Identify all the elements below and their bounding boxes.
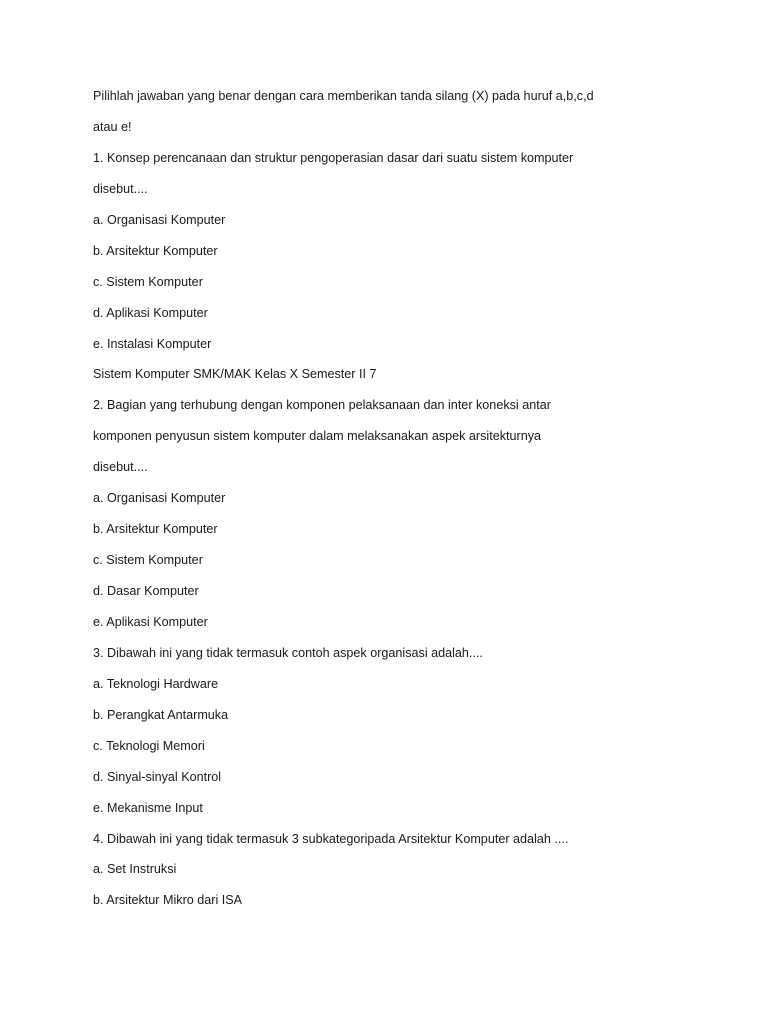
question-1-option-c: c. Sistem Komputer <box>93 274 203 289</box>
question-2-option-a: a. Organisasi Komputer <box>93 491 226 506</box>
question-1-text: 1. Konsep perencanaan dan struktur pengoperasian dasar dari suatu sistem komputer <box>93 150 574 165</box>
question-3-option-b: b. Perangkat Antarmuka <box>93 707 229 722</box>
question-2-option-d: d. Dasar Komputer <box>93 584 199 598</box>
question-3-option-e: e. Mekanisme Input <box>93 800 203 815</box>
question-4-option-b: b. Arsitektur Mikro dari ISA <box>93 893 243 908</box>
question-3-option-d: d. Sinyal-sinyal Kontrol <box>93 769 222 784</box>
question-1-option-e: e. Instalasi Komputer <box>93 336 212 351</box>
question-2-text-cont: komponen penyusun sistem komputer dalam melaksanakan aspek arsitekturnya <box>93 429 542 444</box>
question-1-option-d: d. Aplikasi Komputer <box>93 305 208 320</box>
question-1-option-a: a. Organisasi Komputer <box>93 212 226 227</box>
question-4-text: 4. Dibawah ini yang tidak termasuk 3 subkategoripada Arsitektur Komputer adalah .... <box>93 831 569 846</box>
question-2-text-cont-2: disebut.... <box>93 460 148 475</box>
question-3-text: 3. Dibawah ini yang tidak termasuk contoh aspek organisasi adalah.... <box>93 645 483 660</box>
document-body <box>93 86 713 921</box>
question-1-option-b: b. Arsitektur Komputer <box>93 243 218 258</box>
source-note: Sistem Komputer SMK/MAK Kelas X Semester II 7 <box>93 367 377 382</box>
question-4-option-a: a. Set Instruksi <box>93 862 177 877</box>
question-2-option-c: c. Sistem Komputer <box>93 553 203 568</box>
question-2-option-b: b. Arsitektur Komputer <box>93 522 218 537</box>
instruction-line-2: atau e! <box>93 119 132 134</box>
question-2-option-e: e. Aplikasi Komputer <box>93 614 208 629</box>
question-3-option-a: a. Teknologi Hardware <box>93 676 219 691</box>
instruction-line-1: Pilihlah jawaban yang benar dengan cara memberikan tanda silang (X) pada huruf a,b,c,d <box>93 89 594 103</box>
question-3-option-c: c. Teknologi Memori <box>93 738 205 753</box>
question-1-text-cont: disebut.... <box>93 181 148 196</box>
question-2-text: 2. Bagian yang terhubung dengan komponen pelaksanaan dan inter koneksi antar <box>93 398 551 413</box>
